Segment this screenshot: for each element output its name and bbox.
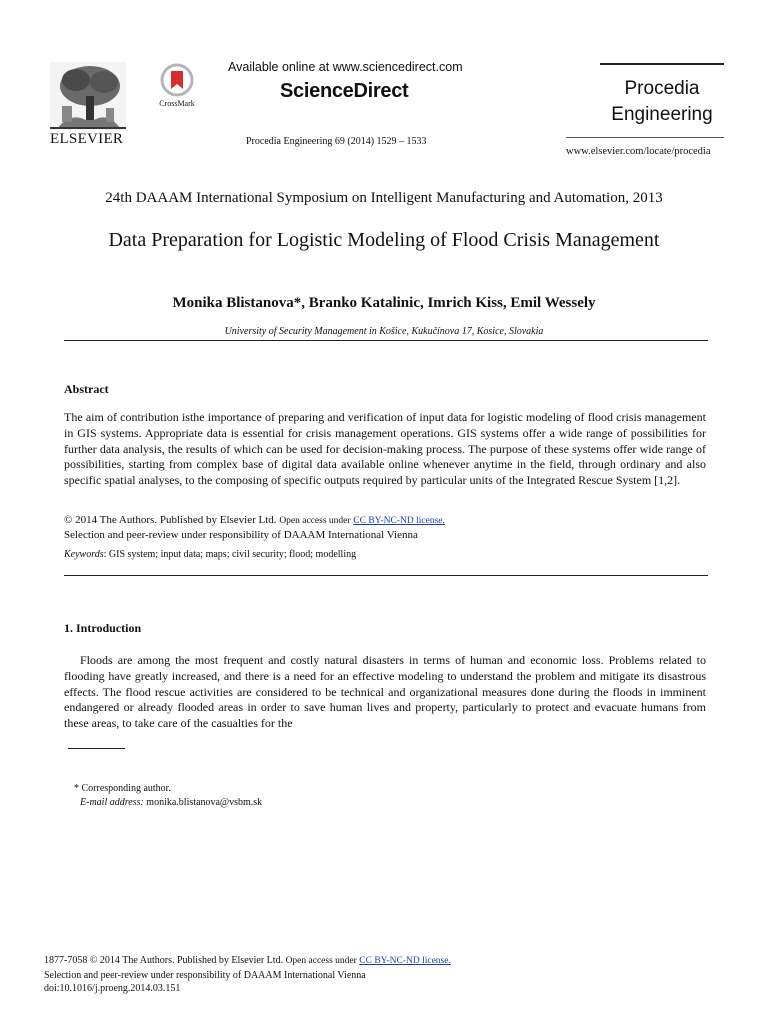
author-list: Monika Blistanova*, Branko Katalinic, Imrich Kiss, Emil Wessely — [172, 295, 596, 311]
keywords-label: Keywords — [64, 549, 104, 560]
paper-title: Data Preparation for Logistic Modeling of Flood Crisis Management — [108, 229, 660, 251]
journal-name-line1: Procedia — [624, 78, 700, 99]
copyright-line — [64, 513, 708, 528]
journal-header-rule-bottom — [566, 137, 724, 138]
footer-issn-copyright: 1877-7058 © 2014 The Authors. Published by Elsevier Ltd. — [44, 955, 284, 966]
divider-top — [64, 340, 708, 341]
sciencedirect-logo[interactable]: ScienceDirect — [280, 80, 409, 102]
journal-name — [600, 76, 724, 128]
page-footer — [44, 954, 704, 996]
abstract-copyright-block — [64, 513, 708, 542]
copyright-text: © 2014 The Authors. Published by Elsevier Ltd. — [64, 514, 277, 526]
footer-copyright-line — [44, 954, 704, 969]
peer-review-line: Selection and peer-review under responsibility of DAAAM International Vienna — [64, 529, 418, 541]
crossmark-badge[interactable] — [154, 63, 200, 108]
journal-name-line2: Engineering — [611, 104, 713, 125]
symposium-name: 24th DAAAM International Symposium on Intelligent Manufacturing and Automation, 2013 — [105, 190, 663, 206]
crossmark-label: CrossMark — [159, 99, 195, 108]
footnote — [74, 782, 262, 810]
footer-license-link[interactable]: CC BY-NC-ND license. — [359, 956, 451, 966]
abstract-heading: Abstract — [64, 382, 109, 396]
elsevier-tree-logo — [50, 62, 126, 130]
email-label: E-mail address: — [80, 797, 144, 808]
affiliation: University of Security Management in Košice, Kukučínova 17, Kosice, Slovakia — [224, 326, 544, 337]
keywords-line — [64, 549, 708, 560]
divider-bottom — [64, 575, 708, 576]
elsevier-wordmark: ELSEVIER — [50, 131, 124, 147]
open-access-text: Open access under — [279, 516, 351, 526]
journal-url-link[interactable]: www.elsevier.com/locate/procedia — [566, 146, 711, 157]
license-link[interactable]: CC BY-NC-ND license. — [353, 516, 445, 526]
email-line — [74, 796, 262, 810]
email-address[interactable]: monika.blistanova@vsbm.sk — [146, 797, 263, 808]
corresponding-author-note: * Corresponding author. — [74, 783, 171, 794]
footer-open-access: Open access under — [285, 956, 357, 966]
crossmark-icon — [160, 63, 194, 97]
journal-header-rule-top — [600, 63, 724, 65]
journal-reference: Procedia Engineering 69 (2014) 1529 – 1533 — [246, 136, 427, 147]
footer-doi[interactable]: doi:10.1016/j.proeng.2014.03.151 — [44, 983, 181, 995]
keywords-list: : GIS system; input data; maps; civil security; flood; modelling — [103, 549, 357, 560]
footnote-rule — [68, 748, 125, 749]
introduction-heading: 1. Introduction — [64, 621, 142, 635]
footer-peer-review: Selection and peer-review under responsibility of DAAAM International Vienna — [44, 969, 366, 981]
introduction-body: Floods are among the most frequent and costly natural disasters in terms of human and economic loss. Problems related to flooding have greatly increased, and there is a need for an effective modeling to understand the problem and mitigate its disastrous effects. The flood rescue activities are considered to be technical and organizational measures done during the floods in imminent endangered or already flooded areas in order to save human lives and property, particularly to protect and evacuate humans from these areas, to take care of the casualties for the — [64, 653, 706, 731]
available-online-text[interactable]: Available online at www.sciencedirect.com — [228, 60, 463, 74]
abstract-body: The aim of contribution isthe importance of preparing and verification of input data for logistic modeling of flood crisis management in GIS systems. Appropriate data is essential for crisis management operations. GIS systems offer a wide range of possibilities for further data analysis, the results of which can be used for decision-making process. The purpose of these systems offer wide range of possibilities, starting from complex base of digital data available online whenever anytime in the field, through ordinary and also specific spatial analyses, to the composing of specific outputs required by particular units of the Integrated Rescue System [1,2]. — [64, 410, 706, 488]
